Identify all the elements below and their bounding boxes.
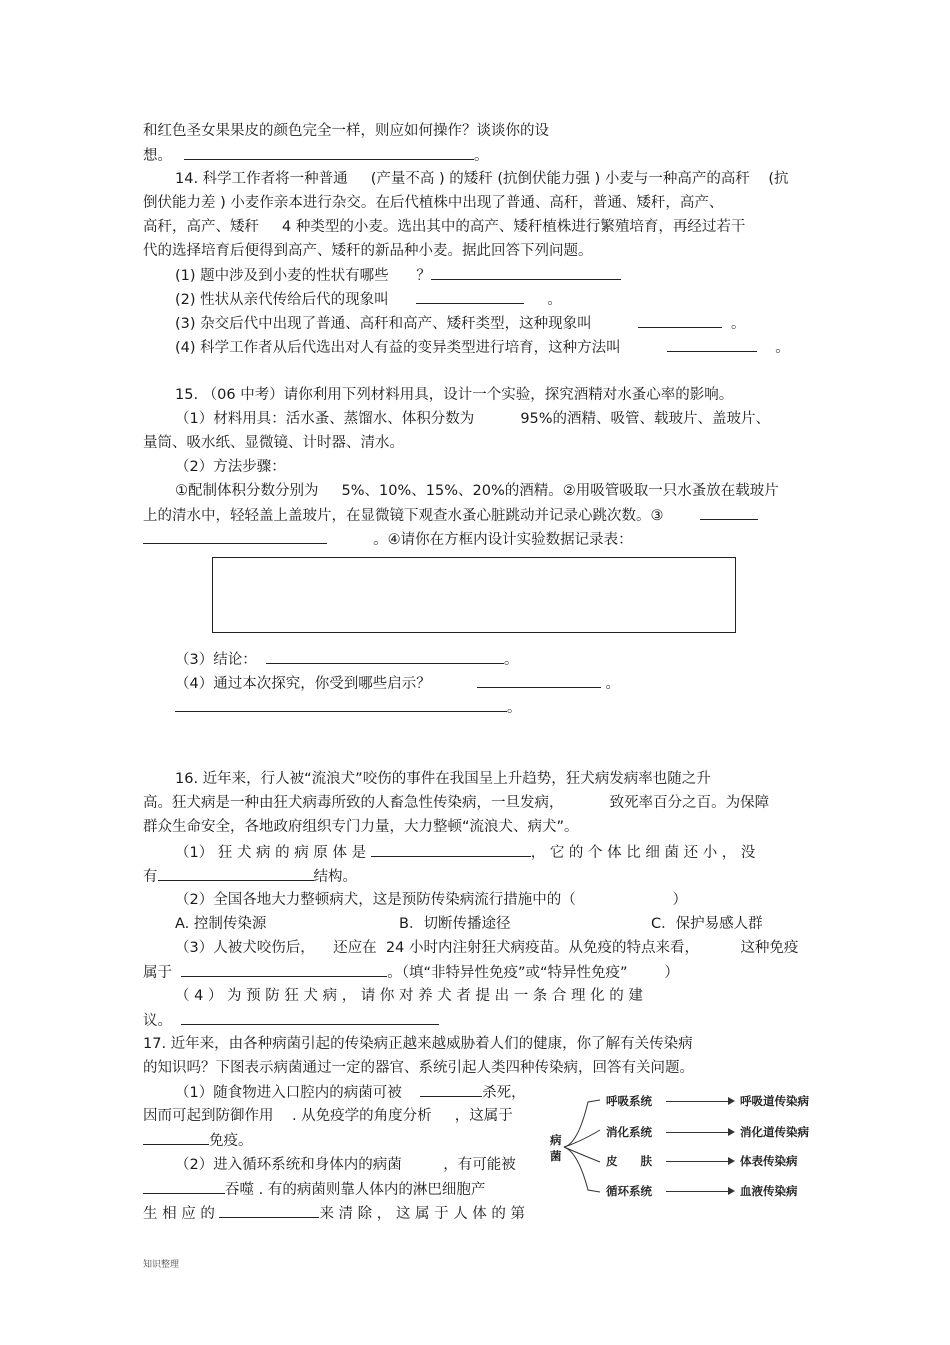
answer-blank[interactable] <box>143 1130 209 1145</box>
q16-optB[interactable]: B．切断传播途径 <box>399 916 511 932</box>
q17-sub3: 生 相 应 的 来 清 除 ， 这 属 于 人 体 的 第 <box>143 1203 525 1224</box>
answer-blank[interactable] <box>371 842 531 857</box>
q15-title: 15. （06 中考）请你利用下列材料用具，设计一个实验，探究酒精对水蚤心率的影响。 <box>175 387 734 403</box>
q15-material1: （1）材料用具：活水蚤、蒸馏水、体积分数为 95%的酒精、吸管、载玻片、盖玻片、 <box>175 411 771 427</box>
diagram-disease-blood: 血液传染病 <box>740 1184 798 1198</box>
q17-sub1-cont: 因而可起到防御作用 . 从免疫学的角度分析 ，这属于 <box>143 1108 513 1124</box>
q15-step2: 上的清水中，轻轻盖上盖玻片，在显微镜下观查水蚤心脏跳动并记录心跳次数。③ <box>143 505 758 526</box>
q16-line1: 16. 近年来，行人被“流浪犬”咬伤的事件在我国呈上升趋势，狂犬病发病率也随之升 <box>175 771 711 787</box>
answer-blank[interactable] <box>158 866 314 881</box>
answer-blank[interactable] <box>416 289 524 304</box>
page-footer: 知识整理 <box>143 1260 180 1270</box>
answer-blank[interactable] <box>477 673 601 688</box>
q17-sub1-cont2: 免疫。 <box>143 1130 253 1151</box>
q16-sub4: （ 4 ） 为 预 防 狂 犬 病 ， 请 你 对 养 犬 者 提 出 一 条 合 理 化 的 建 <box>175 988 643 1004</box>
diagram-brace <box>560 1092 610 1202</box>
diagram-system-digestive: 消化系统 <box>606 1125 652 1139</box>
q15-method-heading: （2）方法步骤： <box>175 459 286 475</box>
arrow-right-icon <box>728 1128 735 1136</box>
pathogen-diagram <box>540 1088 830 1208</box>
q16-sub4-cont: 议。 <box>143 1010 439 1031</box>
diagram-arrow-line <box>666 1161 728 1162</box>
q17-line1: 17. 近年来，由各种病菌引起的传染病正越来越威胁着人们的健康，你了解有关传染病 <box>143 1036 693 1052</box>
q17-sub1: （1）随食物进入口腔内的病菌可被 杀死， <box>175 1082 526 1103</box>
q13-line1: 和红色圣女果果皮的颜色完全一样，则应如何操作？谈谈你的设 <box>143 123 549 139</box>
diagram-arrow-line <box>666 1191 728 1192</box>
answer-blank[interactable] <box>143 1179 225 1194</box>
diagram-system-skin: 皮 肤 <box>606 1154 652 1168</box>
diagram-disease-digestive: 消化道传染病 <box>740 1125 809 1139</box>
q13-line2: 想。 。 <box>143 145 489 166</box>
q15-conclusion: （3）结论： 。 <box>175 649 518 670</box>
q16-sub2: （2）全国各地大力整顿病犬，这是预防传染病流行措施中的（ ） <box>175 892 688 908</box>
q16-sub3-cont: 属于 。（填“非特异性免疫”或“特异性免疫” ） <box>143 962 679 983</box>
q15-material2: 量筒、吸水纸、显微镜、计时器、清水。 <box>143 435 404 451</box>
answer-blank[interactable] <box>184 145 474 160</box>
arrow-right-icon <box>728 1097 735 1105</box>
q16-optC[interactable]: C．保护易感人群 <box>651 916 763 932</box>
answer-blank[interactable] <box>175 697 507 712</box>
answer-blank[interactable] <box>143 529 327 544</box>
diagram-disease-surface: 体表传染病 <box>740 1154 798 1168</box>
arrow-right-icon <box>728 1157 735 1165</box>
answer-blank[interactable] <box>638 313 722 328</box>
diagram-system-circulatory: 循环系统 <box>606 1184 652 1198</box>
diagram-disease-respiratory: 呼吸道传染病 <box>740 1094 809 1108</box>
q14-line2: 倒伏能力差 ) 小麦作亲本进行杂交。在后代植株中出现了普通、高秆，普通、矮秆，高产、 <box>143 195 724 211</box>
q16-sub3: （3）人被犬咬伤后， 还应在 24 小时内注射狂犬病疫苗。从免疫的特点来看， 这种免疫 <box>175 940 799 956</box>
answer-blank[interactable] <box>431 265 621 280</box>
q14-sub2: (2) 性状从亲代传给后代的现象叫 。 <box>175 289 562 310</box>
answer-blank[interactable] <box>266 649 504 664</box>
q14-line1: 14. 科学工作者将一种普通 (产量不高 ) 的矮秆 (抗倒伏能力强 ) 小麦与一种高产的高秆 (抗 <box>175 171 789 187</box>
diagram-arrow-line <box>666 1101 728 1102</box>
diagram-source: 病菌 <box>550 1133 562 1163</box>
q16-optA[interactable]: A. 控制传染源 <box>175 916 267 932</box>
answer-blank[interactable] <box>420 1082 482 1097</box>
q15-step3: 。④请你在方框内设计实验数据记录表： <box>143 529 633 550</box>
data-record-table-box[interactable] <box>212 557 736 633</box>
q16-line2: 高。狂犬病是一种由狂犬病毒所致的人畜急性传染病，一旦发病， 致死率百分之百。为保障 <box>143 795 770 811</box>
q14-sub4: (4) 科学工作者从后代选出对人有益的变异类型进行培育，这种方法叫 。 <box>175 337 790 358</box>
q14-sub3: (3) 杂交后代中出现了普通、高秆和高产、矮秆类型，这种现象叫 。 <box>175 313 745 334</box>
diagram-arrow-line <box>666 1132 728 1133</box>
answer-blank[interactable] <box>181 962 387 977</box>
q14-sub1: (1) 题中涉及到小麦的性状有哪些 ？ <box>175 265 621 286</box>
q16-sub1: （1） 狂 犬 病 的 病 原 体 是 ， 它 的 个 体 比 细 菌 还 小 ， 没 <box>175 842 755 863</box>
answer-blank[interactable] <box>219 1203 319 1218</box>
q17-line2: 的知识吗？下图表示病菌通过一定的器官、系统引起人类四种传染病，回答有关问题。 <box>143 1060 694 1076</box>
q16-line3: 群众生命安全，各地政府组织专门力量，大力整顿“流浪犬、病犬”。 <box>143 819 579 835</box>
diagram-system-respiratory: 呼吸系统 <box>606 1094 652 1108</box>
answer-blank[interactable] <box>667 337 757 352</box>
answer-blank[interactable] <box>181 1010 439 1025</box>
q15-insight-line2: 。 <box>175 697 522 718</box>
q15-step1: ①配制体积分数分别为 5%、10%、15%、20%的酒精。②用吸管吸取一只水蚤放在载玻片 <box>175 483 779 499</box>
arrow-right-icon <box>728 1187 735 1195</box>
q16-sub1-cont: 有 结构。 <box>143 866 357 887</box>
q17-sub2-cont: 吞噬 . 有的病菌则靠人体内的淋巴细胞产 <box>143 1179 485 1200</box>
q17-sub2: （2）进入循环系统和身体内的病菌 ，有可能被 <box>175 1157 516 1173</box>
q14-line3: 高秆，高产、矮秆 4 种类型的小麦。选出其中的高产、矮秆植株进行繁殖培育，再经过若干 <box>143 219 746 235</box>
q14-line4: 代的选择培育后便得到高产、矮秆的新品种小麦。据此回答下列问题。 <box>143 243 593 259</box>
answer-blank[interactable] <box>700 505 758 520</box>
q15-insight: （4）通过本次探究，你受到哪些启示？ 。 <box>175 673 620 694</box>
